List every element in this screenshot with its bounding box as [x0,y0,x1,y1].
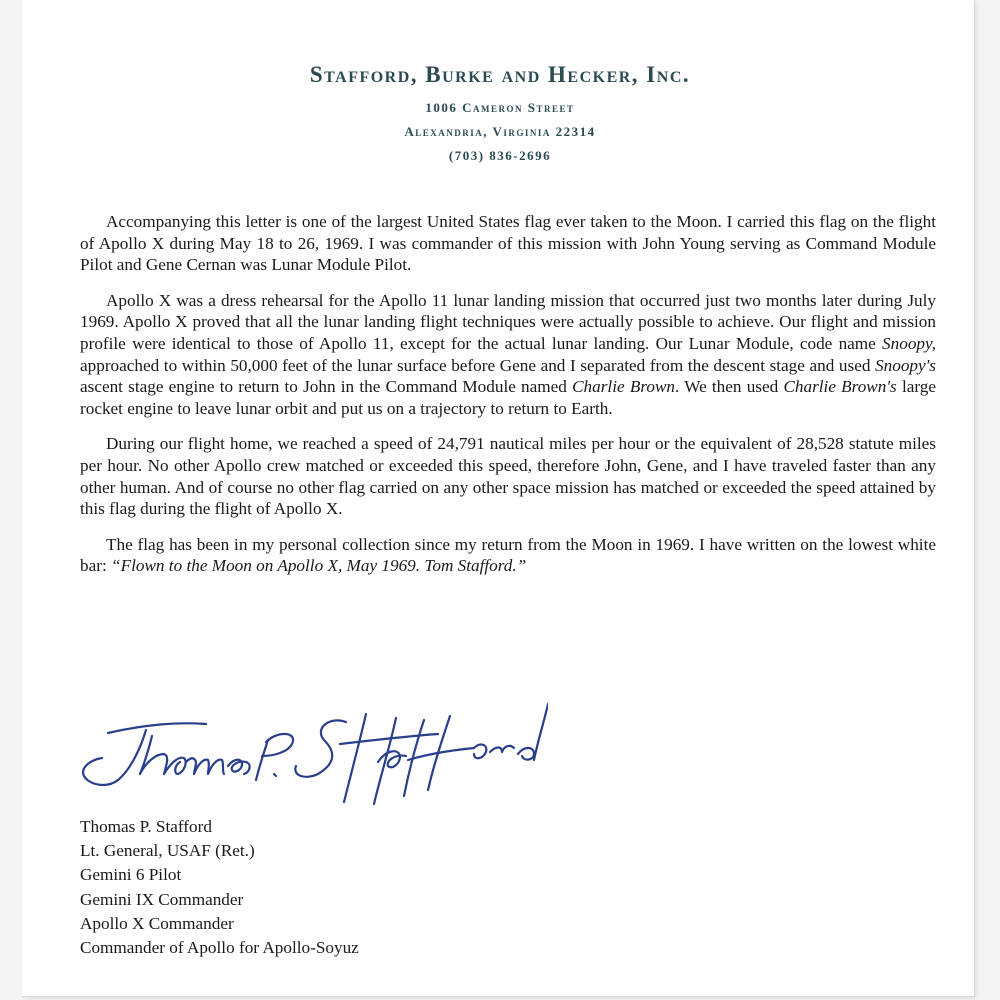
paragraph-2-text-a: Apollo X was a dress rehearsal for the Apollo 11 lunar landing mission that occurred just two months later during July 1969. Apollo X proved that all the lunar landing flight techniques were actually possible to achieve. Our flight and mission profile were identical to those of Apollo 11, except for the actual lunar landing. Our Lunar Module, code name [80,290,936,353]
signer-title-3: Apollo X Commander [80,913,234,933]
paragraph-3: During our flight home, we reached a speed of 24,791 nautical miles per hour or the equivalent of 28,528 statute miles per hour. No other Apollo crew matched or exceeded this speed, therefore John, Gene, and I have traveled faster than any other human. And of course no other flag carried on any other space mission has matched or exceeded the speed attained by this flag during the flight of Apollo X. [80,434,936,519]
paragraph-2-text-b: approached to within 50,000 feet of the lunar surface before Gene and I separated from the descent stage and used [80,355,876,375]
paragraph-2-text-c: ascent stage engine to return to John in the Command Module named [80,377,573,397]
flag-inscription-quote: “Flown to the Moon on Apollo X, May 1969. Tom Stafford.” [111,556,527,576]
company-name: Stafford, Burke and Hecker, Inc. [309,62,691,87]
signer-title-2: Gemini IX Commander [80,889,244,909]
letter-body [80,211,936,591]
charlie-browns-italic: Charlie Brown's [783,377,897,397]
snoopys-italic: Snoopy's [875,355,936,375]
signer-name: Thomas P. Stafford [80,817,212,836]
paragraph-4-text: The flag has been in my personal collection since my return from the Moon in 1969. I have written on the lowest white bar: [80,534,936,576]
signer-title-4: Commander of Apollo for Apollo-Soyuz [80,938,359,958]
handwritten-signature [78,700,548,820]
paragraph-2 [80,290,936,420]
paragraph-2-text-e: large rocket engine to leave lunar orbit and put us on a trajectory to return to Earth. [80,377,936,418]
snoopy-italic: Snoopy, [882,333,936,353]
city-address: Alexandria, Virginia 22314 [404,124,596,139]
signer-rank: Lt. General, USAF (Ret.) [80,841,255,861]
paragraph-1: Accompanying this letter is one of the largest United States flag ever taken to the Moon. I carried this flag on the flight of Apollo X during May 18 to 26, 1969. I was commander of this mission with John Young serving as Command Module Pilot and Gene Cernan was Lunar Module Pilot. [80,212,936,275]
signature-block [80,815,359,960]
phone-number: (703) 836-2696 [448,148,552,163]
street-address: 1006 Cameron Street [425,100,575,115]
letterhead [0,62,1000,168]
paragraph-2-text-d: . We then used [675,377,784,397]
paragraph-4 [80,534,936,577]
signer-title-1: Gemini 6 Pilot [80,865,182,885]
charlie-brown-italic: Charlie Brown [572,377,676,397]
